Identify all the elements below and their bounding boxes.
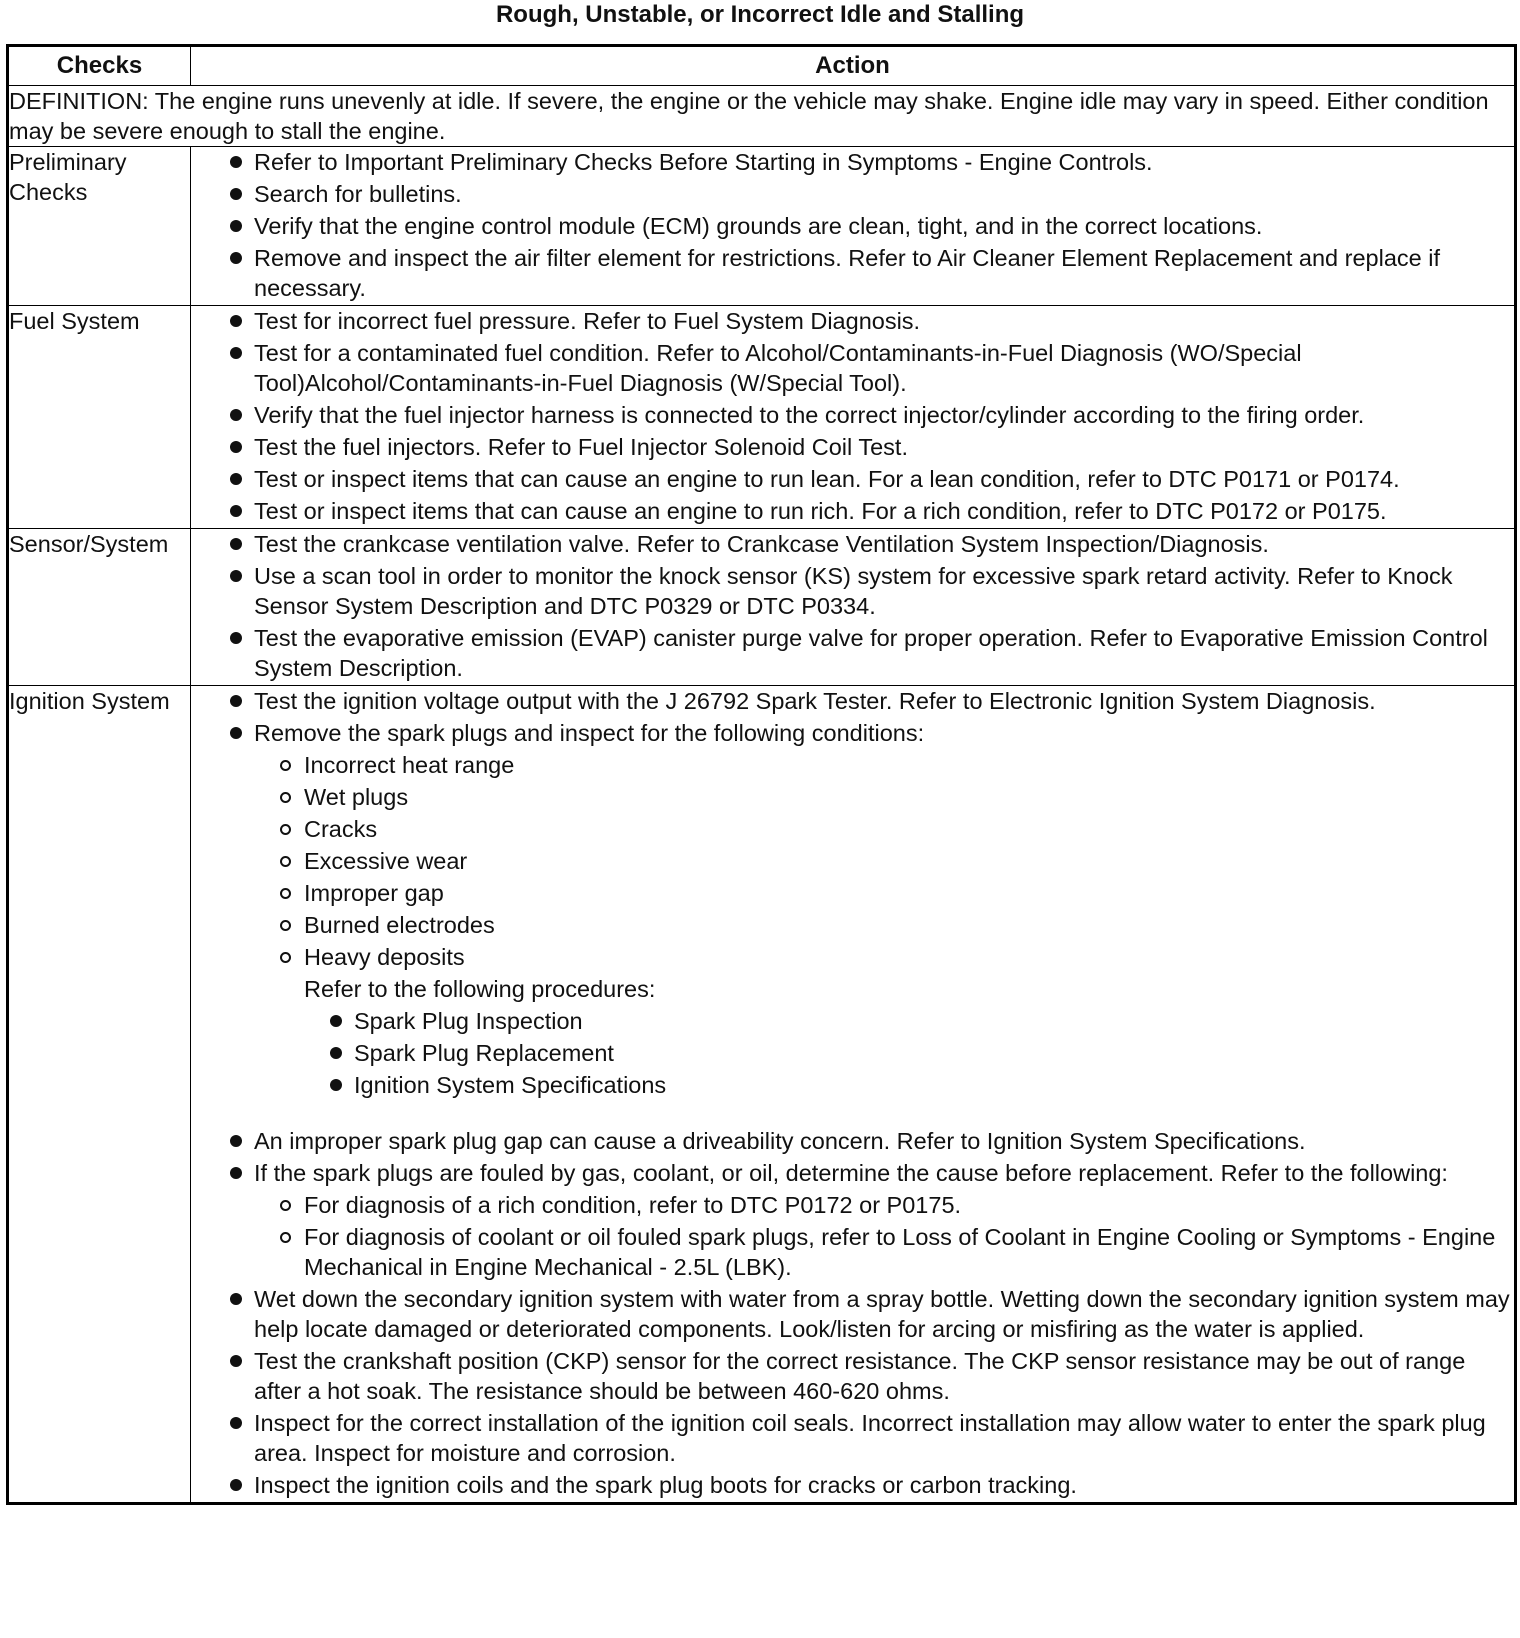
- bullet-icon: [230, 1479, 242, 1491]
- header-checks: Checks: [8, 46, 191, 86]
- bullet-icon: [230, 505, 242, 517]
- list-item: Verify that the engine control module (ECM) grounds are clean, tight, and in the correct locations.: [8, 211, 1514, 241]
- list-item: Test the crankshaft position (CKP) sensor for the correct resistance. The CKP sensor resistance may be out of range after a hot soak. The resistance should be between 460-620 ohms.: [8, 1346, 1514, 1406]
- bullet-icon: [230, 1355, 242, 1367]
- bullet-icon: [230, 570, 242, 582]
- bullet-icon: [230, 441, 242, 453]
- bullet-icon: [230, 1293, 242, 1305]
- procedure-item: Ignition System Specifications: [8, 1070, 1514, 1100]
- sub-list-item: Excessive wear: [8, 846, 1514, 876]
- procedure-item: Spark Plug Inspection: [8, 1006, 1514, 1036]
- action-ignition-system: [191, 686, 1516, 1504]
- action-preliminary: [191, 147, 1516, 306]
- bullet-icon: [230, 1417, 242, 1429]
- list-item: Remove the spark plugs and inspect for the following conditions:: [8, 718, 1514, 748]
- procedure-item: Spark Plug Replacement: [8, 1038, 1514, 1068]
- list-item: Remove and inspect the air filter element for restrictions. Refer to Air Cleaner Element Replacement and replace if necessary.: [8, 243, 1514, 303]
- circle-bullet-icon: [280, 792, 291, 803]
- action-sensor-system: [191, 529, 1516, 686]
- circle-bullet-icon: [280, 824, 291, 835]
- bullet-icon: [330, 1047, 342, 1059]
- list-item: Refer to Important Preliminary Checks Before Starting in Symptoms - Engine Controls.: [8, 147, 1514, 177]
- bullet-icon: [230, 1135, 242, 1147]
- sub-list-item: For diagnosis of a rich condition, refer to DTC P0172 or P0175.: [8, 1190, 1514, 1220]
- list-item: Verify that the fuel injector harness is connected to the correct injector/cylinder according to the firing order.: [8, 400, 1514, 430]
- sub-list-item: Wet plugs: [8, 782, 1514, 812]
- definition-row: [8, 86, 1516, 147]
- list-item: Test the crankcase ventilation valve. Refer to Crankcase Ventilation System Inspection/Diagnosis.: [8, 529, 1514, 559]
- circle-bullet-icon: [280, 1232, 291, 1243]
- list-item: Test the evaporative emission (EVAP) canister purge valve for proper operation. Refer to Evaporative Emission Control System Description.: [8, 623, 1514, 683]
- table-header-row: [8, 46, 1516, 86]
- check-fuel-system: Fuel System: [8, 306, 191, 529]
- sub-list-item: Burned electrodes: [8, 910, 1514, 940]
- bullet-icon: [230, 156, 242, 168]
- list-item: Test for incorrect fuel pressure. Refer to Fuel System Diagnosis.: [8, 306, 1514, 336]
- table-row: [8, 529, 1516, 686]
- list-item: Use a scan tool in order to monitor the knock sensor (KS) system for excessive spark retard activity. Refer to Knock Sensor System Description and DTC P0329 or DTC P0334.: [8, 561, 1514, 621]
- table-row: [8, 147, 1516, 306]
- bullet-icon: [230, 252, 242, 264]
- list-item: An improper spark plug gap can cause a driveability concern. Refer to Ignition System Specifications.: [8, 1126, 1514, 1156]
- bullet-icon: [230, 727, 242, 739]
- bullet-icon: [230, 632, 242, 644]
- sub-list-item: For diagnosis of coolant or oil fouled spark plugs, refer to Loss of Coolant in Engine Cooling or Symptoms - Engine Mechanical in Engine Mechanical - 2.5L (LBK).: [8, 1222, 1514, 1282]
- header-action: Action: [191, 46, 1516, 86]
- bullet-icon: [230, 695, 242, 707]
- list-item: If the spark plugs are fouled by gas, coolant, or oil, determine the cause before replacement. Refer to the following:: [8, 1158, 1514, 1188]
- sub-list-item: Improper gap: [8, 878, 1514, 908]
- circle-bullet-icon: [280, 952, 291, 963]
- bullet-icon: [230, 409, 242, 421]
- bullet-icon: [230, 473, 242, 485]
- diagnostic-table: [6, 44, 1517, 1505]
- list-item: Search for bulletins.: [8, 179, 1514, 209]
- table-row: [8, 686, 1516, 1504]
- page-title: Rough, Unstable, or Incorrect Idle and Stalling: [495, 1, 1025, 28]
- sub-list-item: Cracks: [8, 814, 1514, 844]
- circle-bullet-icon: [280, 1200, 291, 1211]
- list-item: Test for a contaminated fuel condition. Refer to Alcohol/Contaminants-in-Fuel Diagnosis (WO/Special Tool)Alcohol/Contaminants-in-Fuel Diagnosis (W/Special Tool).: [8, 338, 1514, 398]
- check-preliminary: Preliminary Checks: [8, 147, 191, 306]
- list-item: Inspect for the correct installation of the ignition coil seals. Incorrect installation may allow water to enter the spark plug area. Inspect for moisture and corrosion.: [8, 1408, 1514, 1468]
- bullet-icon: [230, 220, 242, 232]
- circle-bullet-icon: [280, 856, 291, 867]
- table-row: [8, 306, 1516, 529]
- list-item: Test or inspect items that can cause an engine to run lean. For a lean condition, refer to DTC P0171 or P0174.: [8, 464, 1514, 494]
- bullet-icon: [230, 1167, 242, 1179]
- definition-text: DEFINITION: The engine runs unevenly at idle. If severe, the engine or the vehicle may shake. Engine idle may vary in speed. Either condition may be severe enough to stall the engine.: [8, 86, 1516, 147]
- bullet-icon: [330, 1015, 342, 1027]
- list-item: Test or inspect items that can cause an engine to run rich. For a rich condition, refer to DTC P0172 or P0175.: [8, 496, 1514, 526]
- bullet-icon: [230, 347, 242, 359]
- sub-list-item: Incorrect heat range: [8, 750, 1514, 780]
- bullet-icon: [330, 1079, 342, 1091]
- bullet-icon: [230, 188, 242, 200]
- circle-bullet-icon: [280, 920, 291, 931]
- list-item: Wet down the secondary ignition system with water from a spray bottle. Wetting down the secondary ignition system may help locate damaged or deteriorated components. Look/listen for arcing or misfiring as the water is applied.: [8, 1284, 1514, 1344]
- circle-bullet-icon: [280, 888, 291, 899]
- refer-text: Refer to the following procedures:: [304, 976, 656, 1002]
- action-fuel-system: [191, 306, 1516, 529]
- check-sensor-system: Sensor/System: [8, 529, 191, 686]
- bullet-icon: [230, 538, 242, 550]
- check-ignition-system: Ignition System: [8, 686, 191, 1504]
- list-item: Test the fuel injectors. Refer to Fuel Injector Solenoid Coil Test.: [8, 432, 1514, 462]
- list-item: Test the ignition voltage output with the J 26792 Spark Tester. Refer to Electronic Ignition System Diagnosis.: [8, 686, 1514, 716]
- sub-list-item: Heavy deposits: [8, 942, 1514, 972]
- circle-bullet-icon: [280, 760, 291, 771]
- spacer: [8, 1102, 1514, 1124]
- list-item: Inspect the ignition coils and the spark plug boots for cracks or carbon tracking.: [8, 1470, 1514, 1500]
- bullet-icon: [230, 315, 242, 327]
